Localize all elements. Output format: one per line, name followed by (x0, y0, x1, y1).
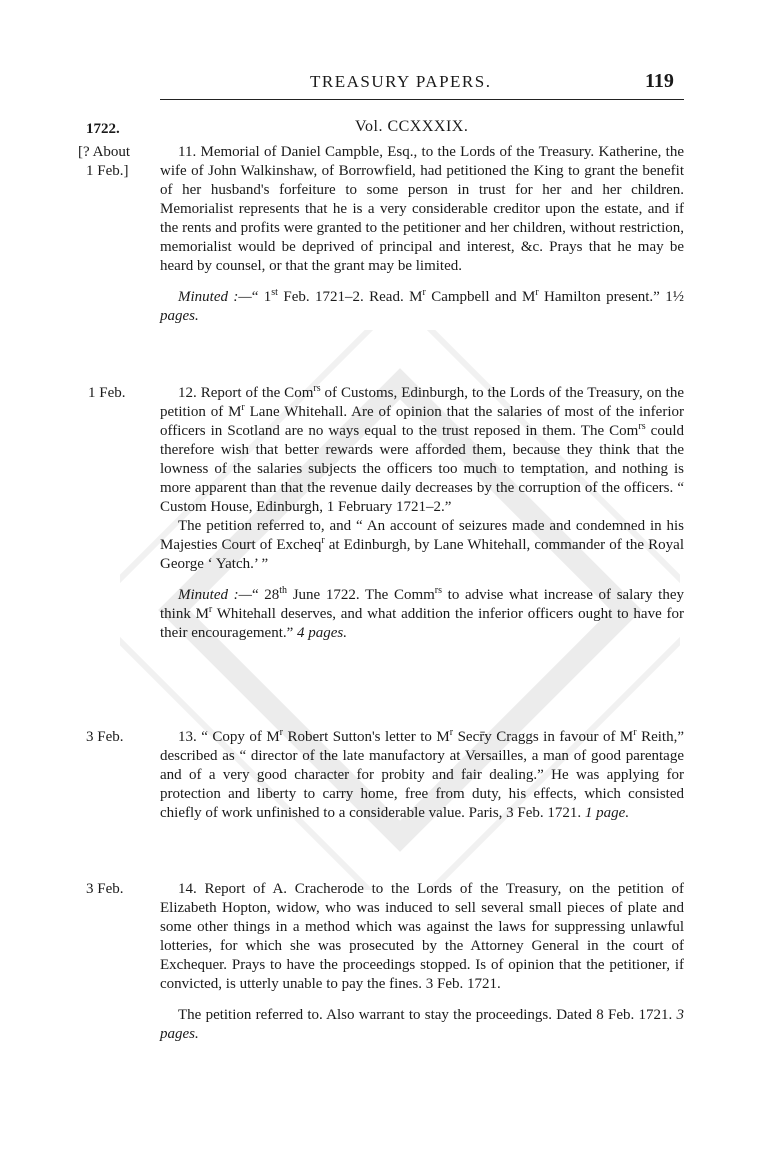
minute-sup: r (208, 604, 213, 615)
entry-11-date (78, 143, 160, 181)
entry-12-minute (160, 586, 684, 643)
entry-12-minute-label: Minuted :— (178, 587, 252, 603)
entry-sup: rs (638, 421, 646, 432)
entry-13-text (160, 728, 684, 823)
entry-text: The petition referred to. Also warrant to stay the proceedings. Dated 8 Feb. 1721. (178, 1007, 677, 1023)
minute-text: Whitehall deserves, and what addition the inferior officers ought to have for their encouragement.” (160, 606, 684, 641)
entry-11-date-line2: 1 Feb.] (86, 163, 129, 179)
entry-text: Secr̄y Craggs in favour of M (453, 729, 634, 745)
minute-text: “ 1 (251, 289, 272, 305)
minute-text: Feb. 1721–2. Read. M (277, 289, 423, 305)
minute-sup: th (279, 585, 288, 596)
entry-11-pages: pages. (160, 308, 199, 324)
minute-text: Campbell and M (425, 289, 536, 305)
minute-text: June 1722. The Comm (287, 587, 435, 603)
entry-text: Robert Sutton's letter to M (283, 729, 450, 745)
entry-text: Lane Whitehall. Are of opinion that the salaries of most of the inferior officers in Scotland are no ways equal to the trust reposed in them. The Com (160, 404, 684, 439)
minute-text: Hamilton present.” 1½ (538, 289, 684, 305)
entry-text: of Customs, Edinburgh, to the Lords of the Treasury, on the petition of M (160, 385, 684, 420)
minute-text: “ 28 (251, 587, 280, 603)
minute-sup: st (271, 287, 278, 298)
minute-text: to advise what increase of salary they think M (160, 587, 684, 622)
entry-12-date: 1 Feb. (88, 385, 126, 401)
entry-14 (160, 880, 684, 1044)
entry-13 (160, 728, 684, 823)
running-head: TREASURY PAPERS. (310, 72, 492, 91)
entry-14-text: 14. Report of A. Cracherode to the Lords of the Treasury, on the petition of Elizabeth Hopton, widow, who was induced to sell several small pieces of plate and some other things in a method which was against the laws for suppressing unlawful lotteries, for which she was prosecuted by the Attorney General in the court of Exchequer. Prays to have the proceedings stopped. Is of opinion that the petitioner, if convicted, is utterly unable to pay the fines. 3 Feb. 1721. (160, 881, 684, 992)
entry-text: 12. Report of the Com (178, 385, 314, 401)
header-rule (160, 99, 684, 100)
entry-11-minute-label: Minuted :— (178, 289, 252, 305)
entry-12-pages: 4 pages. (297, 625, 348, 641)
entry-14-pages: 3 pages. (160, 1007, 684, 1042)
entry-12 (160, 384, 684, 643)
entry-14-date: 3 Feb. (86, 881, 124, 897)
entry-text: The petition referred to, and “ An account of seizures made and condemned in his Majesties Court of Excheq (160, 518, 684, 553)
entry-text: at Edinburgh, by Lane Whitehall, commander of the Royal George ‘ Yatch.’ ” (160, 537, 684, 572)
page-number: 119 (645, 70, 674, 92)
entry-12-text (160, 384, 684, 517)
entry-sup: r (321, 535, 325, 546)
entry-sup: rs (313, 383, 321, 394)
volume-heading: Vol. CCXXXIX. (355, 118, 469, 135)
entry-text: Reith,” described as “ director of the late manufactory at Versailles, a man of good parentage and of a very good character for probity and fair dealing.” He was applying for protection and liberty to carry home, free from duty, his effects, which consisted chiefly of work unfinished to a considerable value. Paris, 3 Feb. 1721. (160, 729, 684, 821)
entry-sup: r (449, 727, 454, 738)
entry-11-minute (160, 288, 684, 326)
entry-11 (160, 143, 684, 326)
minute-sup: r (422, 287, 426, 298)
entry-text: 13. “ Copy of M (178, 729, 280, 745)
entry-13-date: 3 Feb. (86, 729, 124, 745)
entry-sup: r (633, 727, 637, 738)
entry-14-followup (160, 1006, 684, 1044)
entry-11-date-line1: [? About (78, 144, 131, 160)
entry-12-petition (160, 517, 684, 574)
entry-11-text: 11. Memorial of Daniel Campble, Esq., to the Lords of the Treasury. Katherine, the wife of John Walkinshaw, of Borrowfield, had petitioned the King to grant the benefit of her husband's forfeiture to some person in trust for her and her children. Memorialist represents that he is a very considerable creditor upon the estate, and if the rents and profits were granted to the petitioner and her children, without restriction, memorialist would be deprived of principal and interest, &c. Prays that he may be heard by counsel, or that the grant may be limited. (160, 144, 684, 274)
minute-sup: rs (434, 585, 443, 596)
entry-text: could therefore wish that better rewards were afforded them, because they think that the lowness of the salaries subjects the officers too much to temptation, and nothing is more apparent than that the revenue daily decreases by the corruption of the officers. “ Custom House, Edinburgh, 1 February 1721–2.” (160, 423, 684, 515)
entry-13-pages: 1 page. (584, 805, 630, 821)
entry-sup: r (241, 402, 245, 413)
year-label: 1722. (86, 121, 120, 137)
entry-sup: r (279, 727, 283, 738)
minute-sup: r (535, 287, 539, 298)
